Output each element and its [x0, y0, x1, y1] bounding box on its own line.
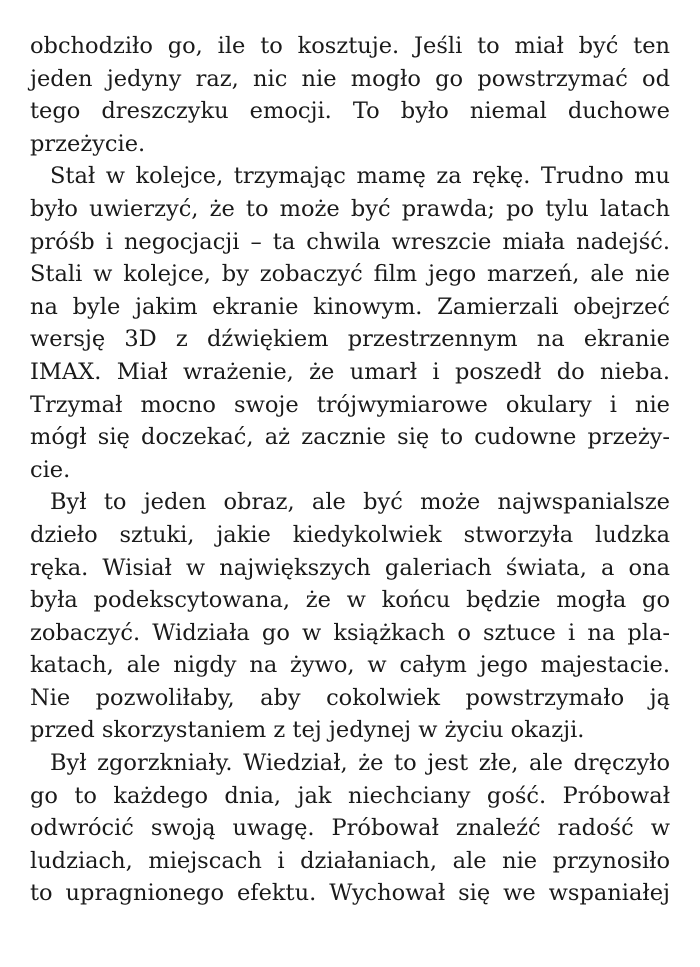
text-line: IMAX. Miał wrażenie, że umarł i poszedł do nieba. — [30, 358, 670, 385]
text-line: próśb i negocjacji – ta chwila wreszcie miała nadejść. — [30, 228, 670, 255]
text-line: odwrócić swoją uwagę. Próbował znaleźć radość w — [30, 815, 670, 842]
text-line: Był to jeden obraz, ale być może najwspanialsze — [50, 489, 670, 516]
paragraph-4 — [30, 747, 670, 910]
text-line: ludziach, miejscach i działaniach, ale nie przynosiło — [30, 847, 670, 874]
paragraph-2 — [30, 160, 670, 486]
text-line: przed skorzystaniem z tej jedynej w życiu okazji. — [30, 717, 585, 744]
text-line: tego dreszczyku emocji. To było niemal duchowe — [30, 98, 670, 125]
paragraph-3 — [30, 486, 670, 747]
text-line: to upragnionego efektu. Wychował się we wspaniałej — [30, 880, 670, 907]
text-line: cie. — [30, 456, 71, 483]
text-line: na byle jakim ekranie kinowym. Zamierzali obejrzeć — [30, 293, 670, 320]
text-line: Był zgorzkniały. Wiedział, że to jest złe, ale dręczyło — [50, 750, 670, 777]
text-line: go to każdego dnia, jak niechciany gość. Próbował — [30, 782, 670, 809]
text-line: było uwierzyć, że to może być prawda; po tylu latach — [30, 195, 670, 222]
text-line: ręka. Wisiał w największych galeriach świata, a ona — [30, 554, 670, 581]
text-line: była podekscytowana, że w końcu będzie mogła go — [30, 587, 670, 614]
text-line: Nie pozwoliłaby, aby cokolwiek powstrzymało ją — [30, 684, 670, 711]
text-line: Trzymał mocno swoje trójwymiarowe okulary i nie — [30, 391, 670, 418]
text-line: zobaczyć. Widziała go w książkach o sztuce i na pla- — [30, 619, 670, 646]
text-line: katach, ale nigdy na żywo, w całym jego majestacie. — [30, 652, 670, 679]
paragraph-1 — [30, 30, 670, 160]
text-line: przeżycie. — [30, 130, 146, 157]
document-page — [30, 30, 670, 910]
text-line: jeden jedyny raz, nic nie mogło go powstrzymać od — [30, 65, 670, 92]
text-line: wersję 3D z dźwiękiem przestrzennym na ekranie — [30, 326, 670, 353]
text-line: obchodziło go, ile to kosztuje. Jeśli to miał być ten — [30, 33, 670, 59]
text-line: mógł się doczekać, aż zacznie się to cudowne przeży- — [30, 424, 670, 451]
text-line: dzieło sztuki, jakie kiedykolwiek stworzyła ludzka — [30, 521, 670, 548]
text-line: Stali w kolejce, by zobaczyć film jego marzeń, ale nie — [30, 261, 670, 288]
text-line: Stał w kolejce, trzymając mamę za rękę. Trudno mu — [50, 163, 670, 190]
